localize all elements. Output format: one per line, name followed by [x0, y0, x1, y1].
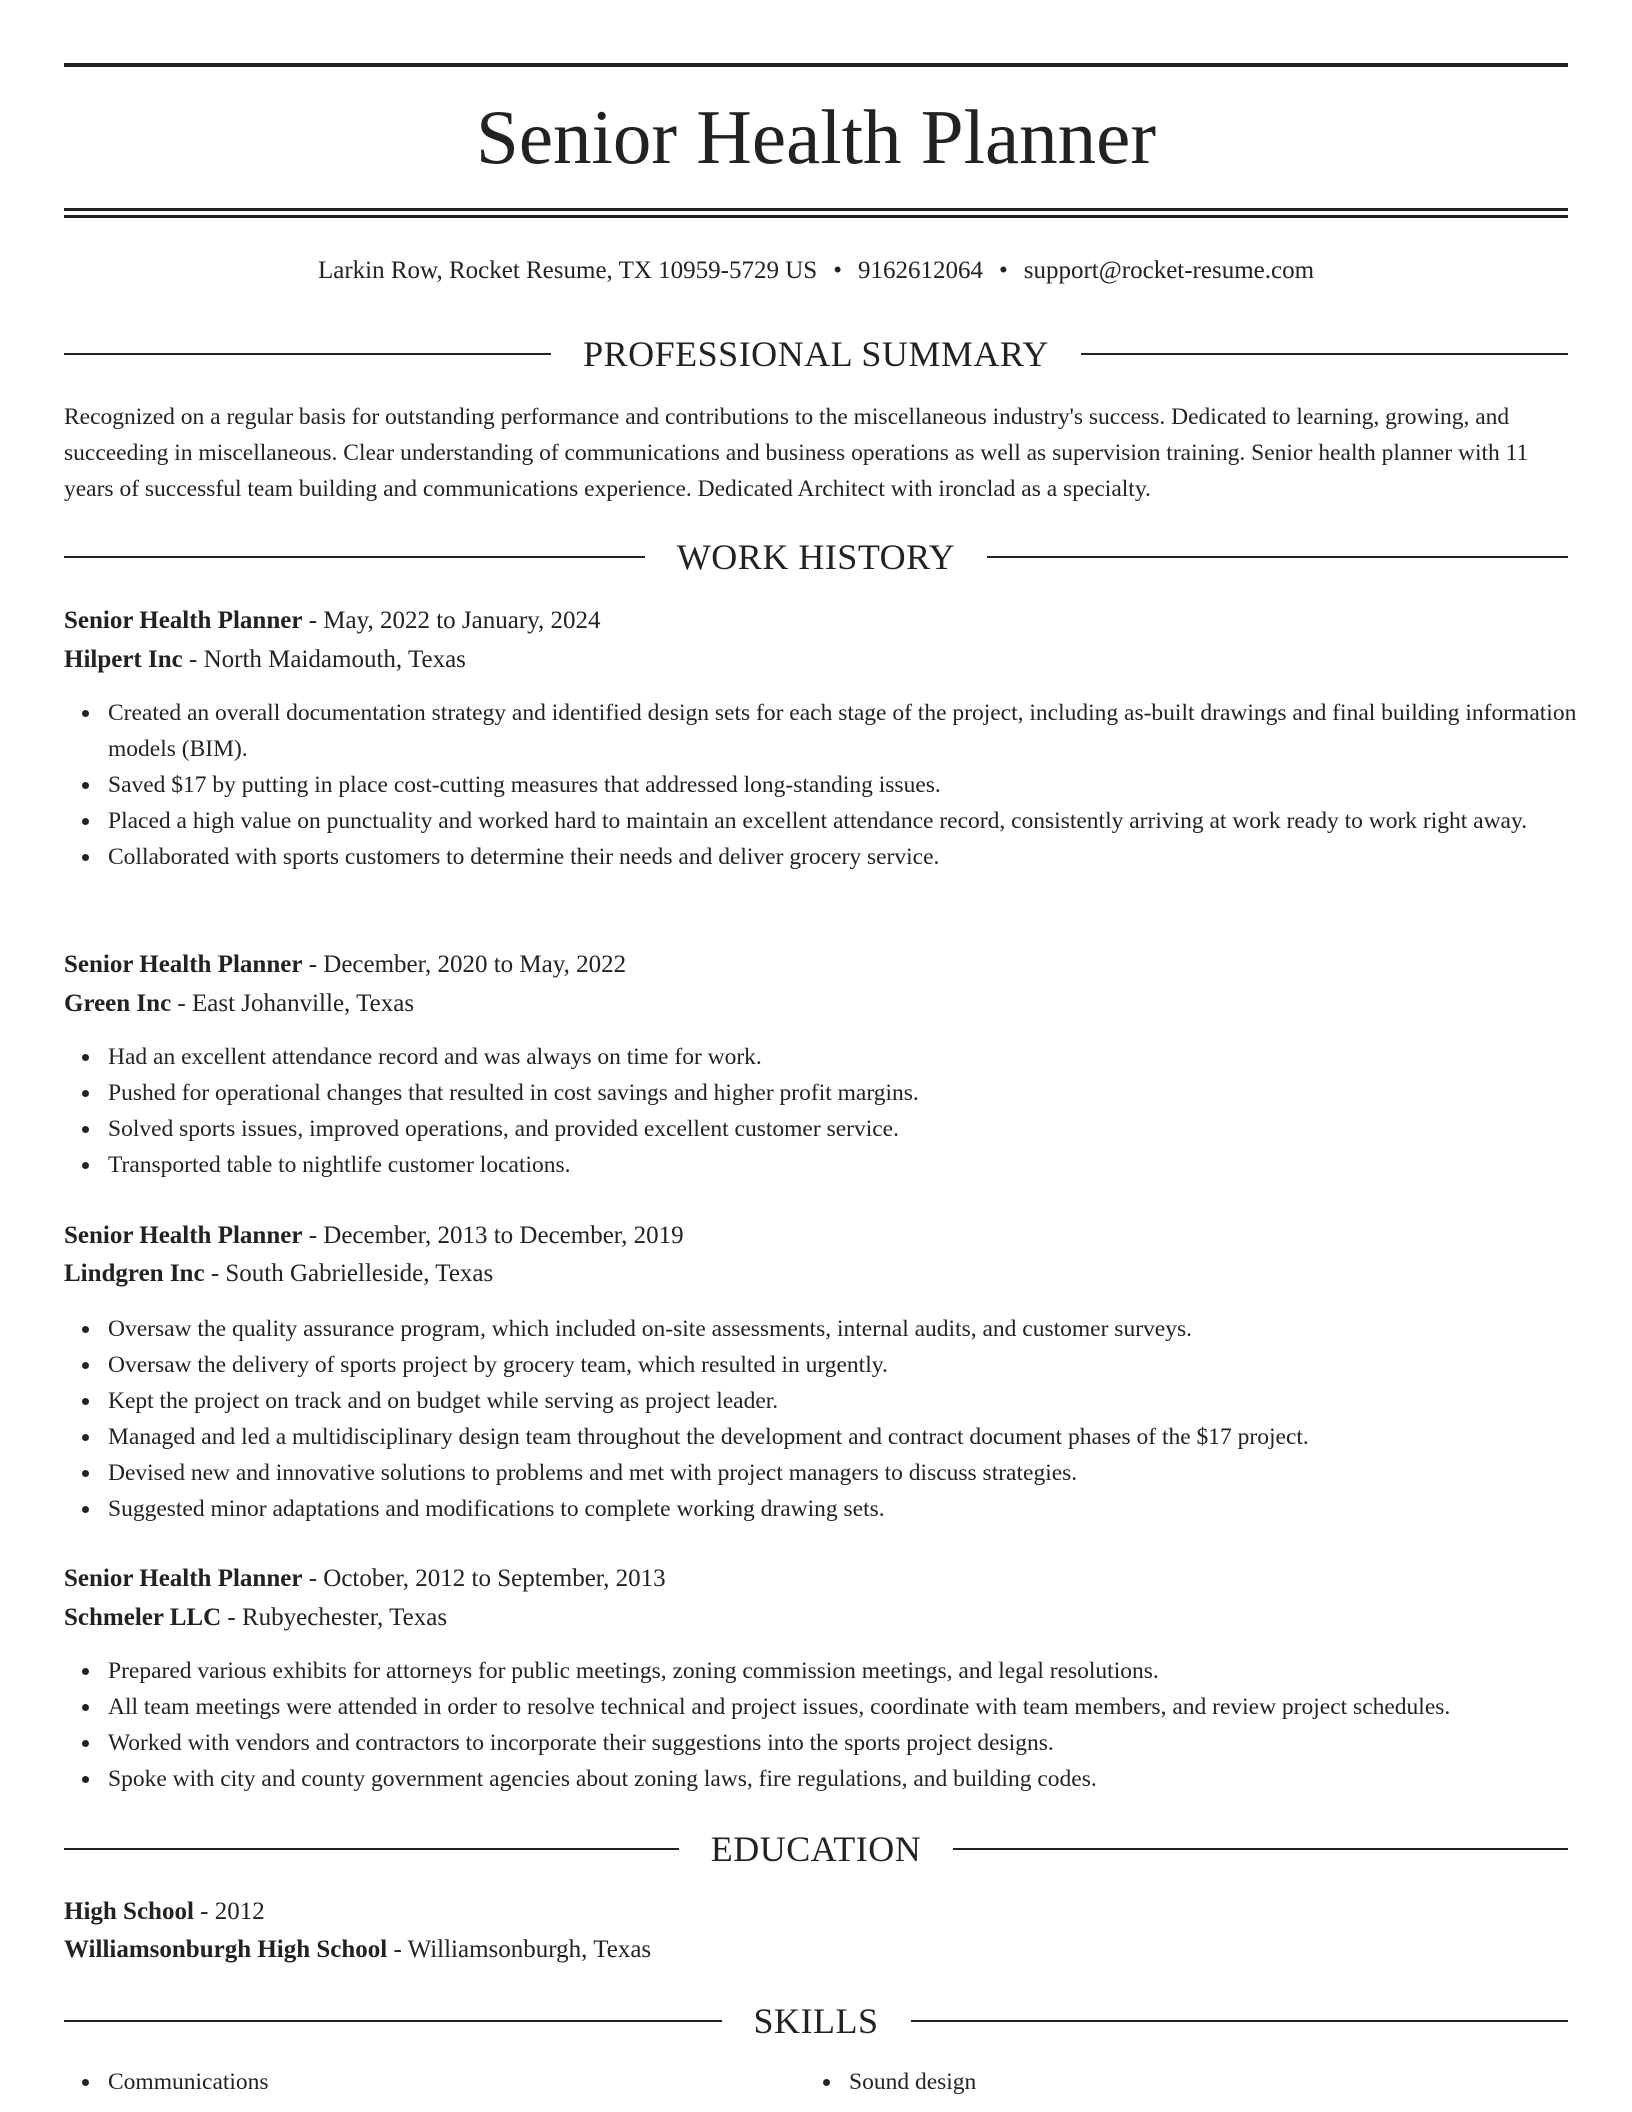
section-heading-education	[64, 1829, 1568, 1869]
heading-rule	[64, 353, 551, 355]
section-heading-skills	[64, 2001, 1568, 2041]
job-company-line	[64, 1602, 1568, 1634]
education-location: - Williamsonburgh, Texas	[387, 1936, 652, 1963]
job-company: Schmeler LLC	[64, 1604, 222, 1631]
section-heading-label: EDUCATION	[710, 1829, 922, 1869]
job-company: Lindgren Inc	[64, 1260, 205, 1287]
job-bullet: Oversaw the delivery of sports project by grocery team, which resulted in urgently.	[108, 1347, 1612, 1383]
job-title-line	[64, 1220, 1568, 1252]
job-bullet: Prepared various exhibits for attorneys for public meetings, zoning commission meetings, and legal resolutions.	[108, 1653, 1612, 1689]
section-heading-summary	[64, 334, 1568, 374]
resume-title: Senior Health Planner	[476, 94, 1156, 180]
job-title-line	[64, 1563, 1568, 1595]
job-bullet: Worked with vendors and contractors to incorporate their suggestions into the sports project designs.	[108, 1725, 1612, 1761]
contact-separator: •	[998, 257, 1008, 284]
job-bullet: Collaborated with sports customers to determine their needs and deliver grocery service.	[108, 839, 1612, 875]
contact-separator: •	[833, 257, 842, 284]
heading-rule	[911, 2020, 1569, 2022]
job-title: Senior Health Planner	[64, 1565, 303, 1592]
contact-line	[64, 255, 1568, 287]
job-company: Hilpert Inc	[64, 646, 183, 673]
job-location: - Rubyechester, Texas	[221, 1604, 448, 1631]
job-bullet: Managed and led a multidisciplinary design team throughout the development and contract document phases of the $17 project.	[108, 1419, 1612, 1455]
job-bullets	[64, 695, 1612, 875]
section-heading-work	[64, 537, 1568, 577]
job-bullet: Kept the project on track and on budget while serving as project leader.	[108, 1383, 1612, 1419]
top-rule	[64, 63, 1568, 67]
heading-rule	[64, 2020, 722, 2022]
job-bullets	[64, 1311, 1612, 1527]
heading-rule	[64, 556, 645, 558]
heading-rule	[953, 1848, 1568, 1850]
job-dates: - December, 2013 to December, 2019	[302, 1222, 684, 1249]
job-title: Senior Health Planner	[64, 951, 303, 978]
job-bullet: Placed a high value on punctuality and worked hard to maintain an excellent attendance record, consistently arriving at work ready to work right away.	[108, 803, 1612, 839]
job-bullets	[64, 1039, 1612, 1183]
job-bullet: Pushed for operational changes that resulted in cost savings and higher profit margins.	[108, 1075, 1612, 1111]
job-location: - East Johanville, Texas	[171, 990, 415, 1017]
job-bullet: All team meetings were attended in order to resolve technical and project issues, coordinate with team members, and review project schedules.	[108, 1689, 1612, 1725]
contact-address: Larkin Row, Rocket Resume, TX 10959-5729 US	[317, 257, 818, 284]
section-heading-label: SKILLS	[753, 2001, 879, 2041]
section-heading-label: WORK HISTORY	[676, 537, 956, 577]
education-school: Williamsonburgh High School	[64, 1936, 388, 1963]
job-dates: - December, 2020 to May, 2022	[302, 951, 627, 978]
job-bullet: Saved $17 by putting in place cost-cutting measures that addressed long-standing issues.	[108, 767, 1612, 803]
job-company-line	[64, 644, 1568, 676]
job-location: - South Gabrielleside, Texas	[204, 1260, 494, 1287]
job-title: Senior Health Planner	[64, 607, 303, 634]
job-bullet: Devised new and innovative solutions to problems and met with project managers to discuss strategies.	[108, 1455, 1612, 1491]
education-degree: High School	[64, 1898, 194, 1925]
section-heading-label: PROFESSIONAL SUMMARY	[583, 334, 1049, 374]
education-degree-line	[64, 1896, 1568, 1928]
job-bullet: Spoke with city and county government agencies about zoning laws, fire regulations, and building codes.	[108, 1761, 1612, 1797]
job-title-line	[64, 605, 1568, 637]
skills-list-right	[805, 2064, 976, 2100]
heading-rule	[1081, 353, 1568, 355]
skills-list-left	[64, 2064, 269, 2100]
double-rule	[64, 208, 1568, 218]
heading-rule	[64, 1848, 679, 1850]
job-bullet: Had an excellent attendance record and was always on time for work.	[108, 1039, 1612, 1075]
skill-item: Sound design	[849, 2064, 976, 2100]
job-bullets	[64, 1653, 1612, 1797]
heading-rule	[987, 556, 1568, 558]
job-company-line	[64, 1258, 1568, 1290]
job-bullet: Suggested minor adaptations and modifications to complete working drawing sets.	[108, 1491, 1612, 1527]
job-bullet: Transported table to nightlife customer locations.	[108, 1147, 1612, 1183]
job-bullet: Oversaw the quality assurance program, which included on-site assessments, internal audits, and customer surveys.	[108, 1311, 1612, 1347]
skill-item: Communications	[108, 2064, 269, 2100]
job-company: Green Inc	[64, 990, 172, 1017]
education-year: - 2012	[193, 1898, 265, 1925]
job-bullet: Created an overall documentation strategy and identified design sets for each stage of the project, including as-built drawings and final building information models (BIM).	[108, 695, 1612, 767]
job-title: Senior Health Planner	[64, 1222, 303, 1249]
contact-phone: 9162612064	[857, 257, 983, 284]
job-dates: - May, 2022 to January, 2024	[302, 607, 601, 634]
job-location: - North Maidamouth, Texas	[182, 646, 466, 673]
job-bullet: Solved sports issues, improved operations, and provided excellent customer service.	[108, 1111, 1612, 1147]
job-company-line	[64, 988, 1568, 1020]
education-school-line	[64, 1934, 1568, 1966]
job-dates: - October, 2012 to September, 2013	[302, 1565, 666, 1592]
job-title-line	[64, 949, 1568, 981]
summary-text: Recognized on a regular basis for outstanding performance and contributions to the miscellaneous industry's success. Dedicated to learning, growing, and succeeding in miscellaneous. Clear understanding of communications and business operations as well as supervision training. Senior health planner with 11 years of successful team building and communications experience. Dedicated Architect with ironclad as a specialty.	[64, 404, 1529, 502]
contact-email: support@rocket-resume.com	[1023, 257, 1315, 284]
